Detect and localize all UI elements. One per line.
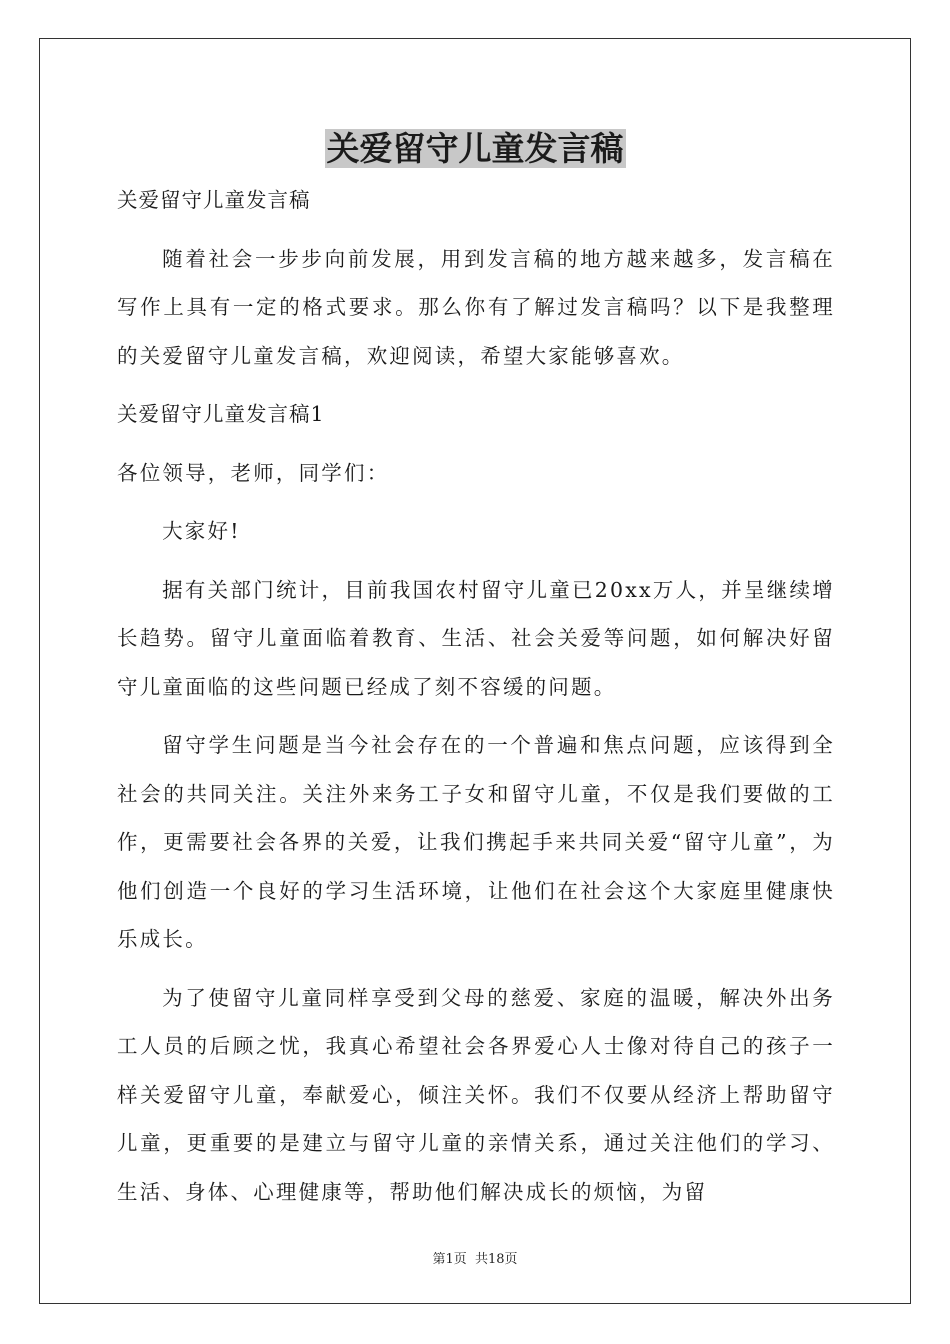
paragraph-intro: 随着社会一步步向前发展，用到发言稿的地方越来越多，发言稿在写作上具有一定的格式要求。那么你有了解过发言稿吗？以下是我整理的关爱留守儿童发言稿，欢迎阅读，希望大家能够喜欢。 [117,246,835,368]
page-total: 共18页 [474,1252,518,1267]
paragraph-section-heading: 关爱留守儿童发言稿1 [117,402,325,426]
paragraph-greeting: 大家好! [162,519,241,543]
document-body [117,176,835,1216]
page-footer [0,1248,950,1267]
page-number: 第1页 [432,1252,467,1267]
paragraph-statistics: 据有关部门统计，目前我国农村留守儿童已20xx万人，并呈继续增长趋势。留守儿童面临着教育、生活、社会关爱等问题，如何解决好留守儿童面临的这些问题已经成了刻不容缓的问题。 [117,577,835,699]
paragraph-social-concern: 留守学生问题是当今社会存在的一个普遍和焦点问题，应该得到全社会的共同关注。关注外来务工子女和留守儿童，不仅是我们要做的工作，更需要社会各界的关爱，让我们携起手来共同关爱“留守儿童”，为他们创造一个良好的学习生活环境，让他们在社会这个大家庭里健康快乐成长。 [117,733,835,951]
paragraph-subtitle: 关爱留守儿童发言稿 [117,188,311,212]
document-title: 关爱留守儿童发言稿 [326,129,624,168]
paragraph-salutation: 各位领导，老师，同学们： [117,460,390,485]
paragraph-appeal: 为了使留守儿童同样享受到父母的慈爱、家庭的温暖，解决外出务工人员的后顾之忧，我真心希望社会各界爱心人士像对待自己的孩子一样关爱留守儿童，奉献爱心，倾注关怀。我们不仅要从经济上帮助留守儿童，更重要的是建立与留守儿童的亲情关系，通过关注他们的学习、生活、身体、心理健康等，帮助他们解决成长的烦恼，为留 [117,985,835,1204]
